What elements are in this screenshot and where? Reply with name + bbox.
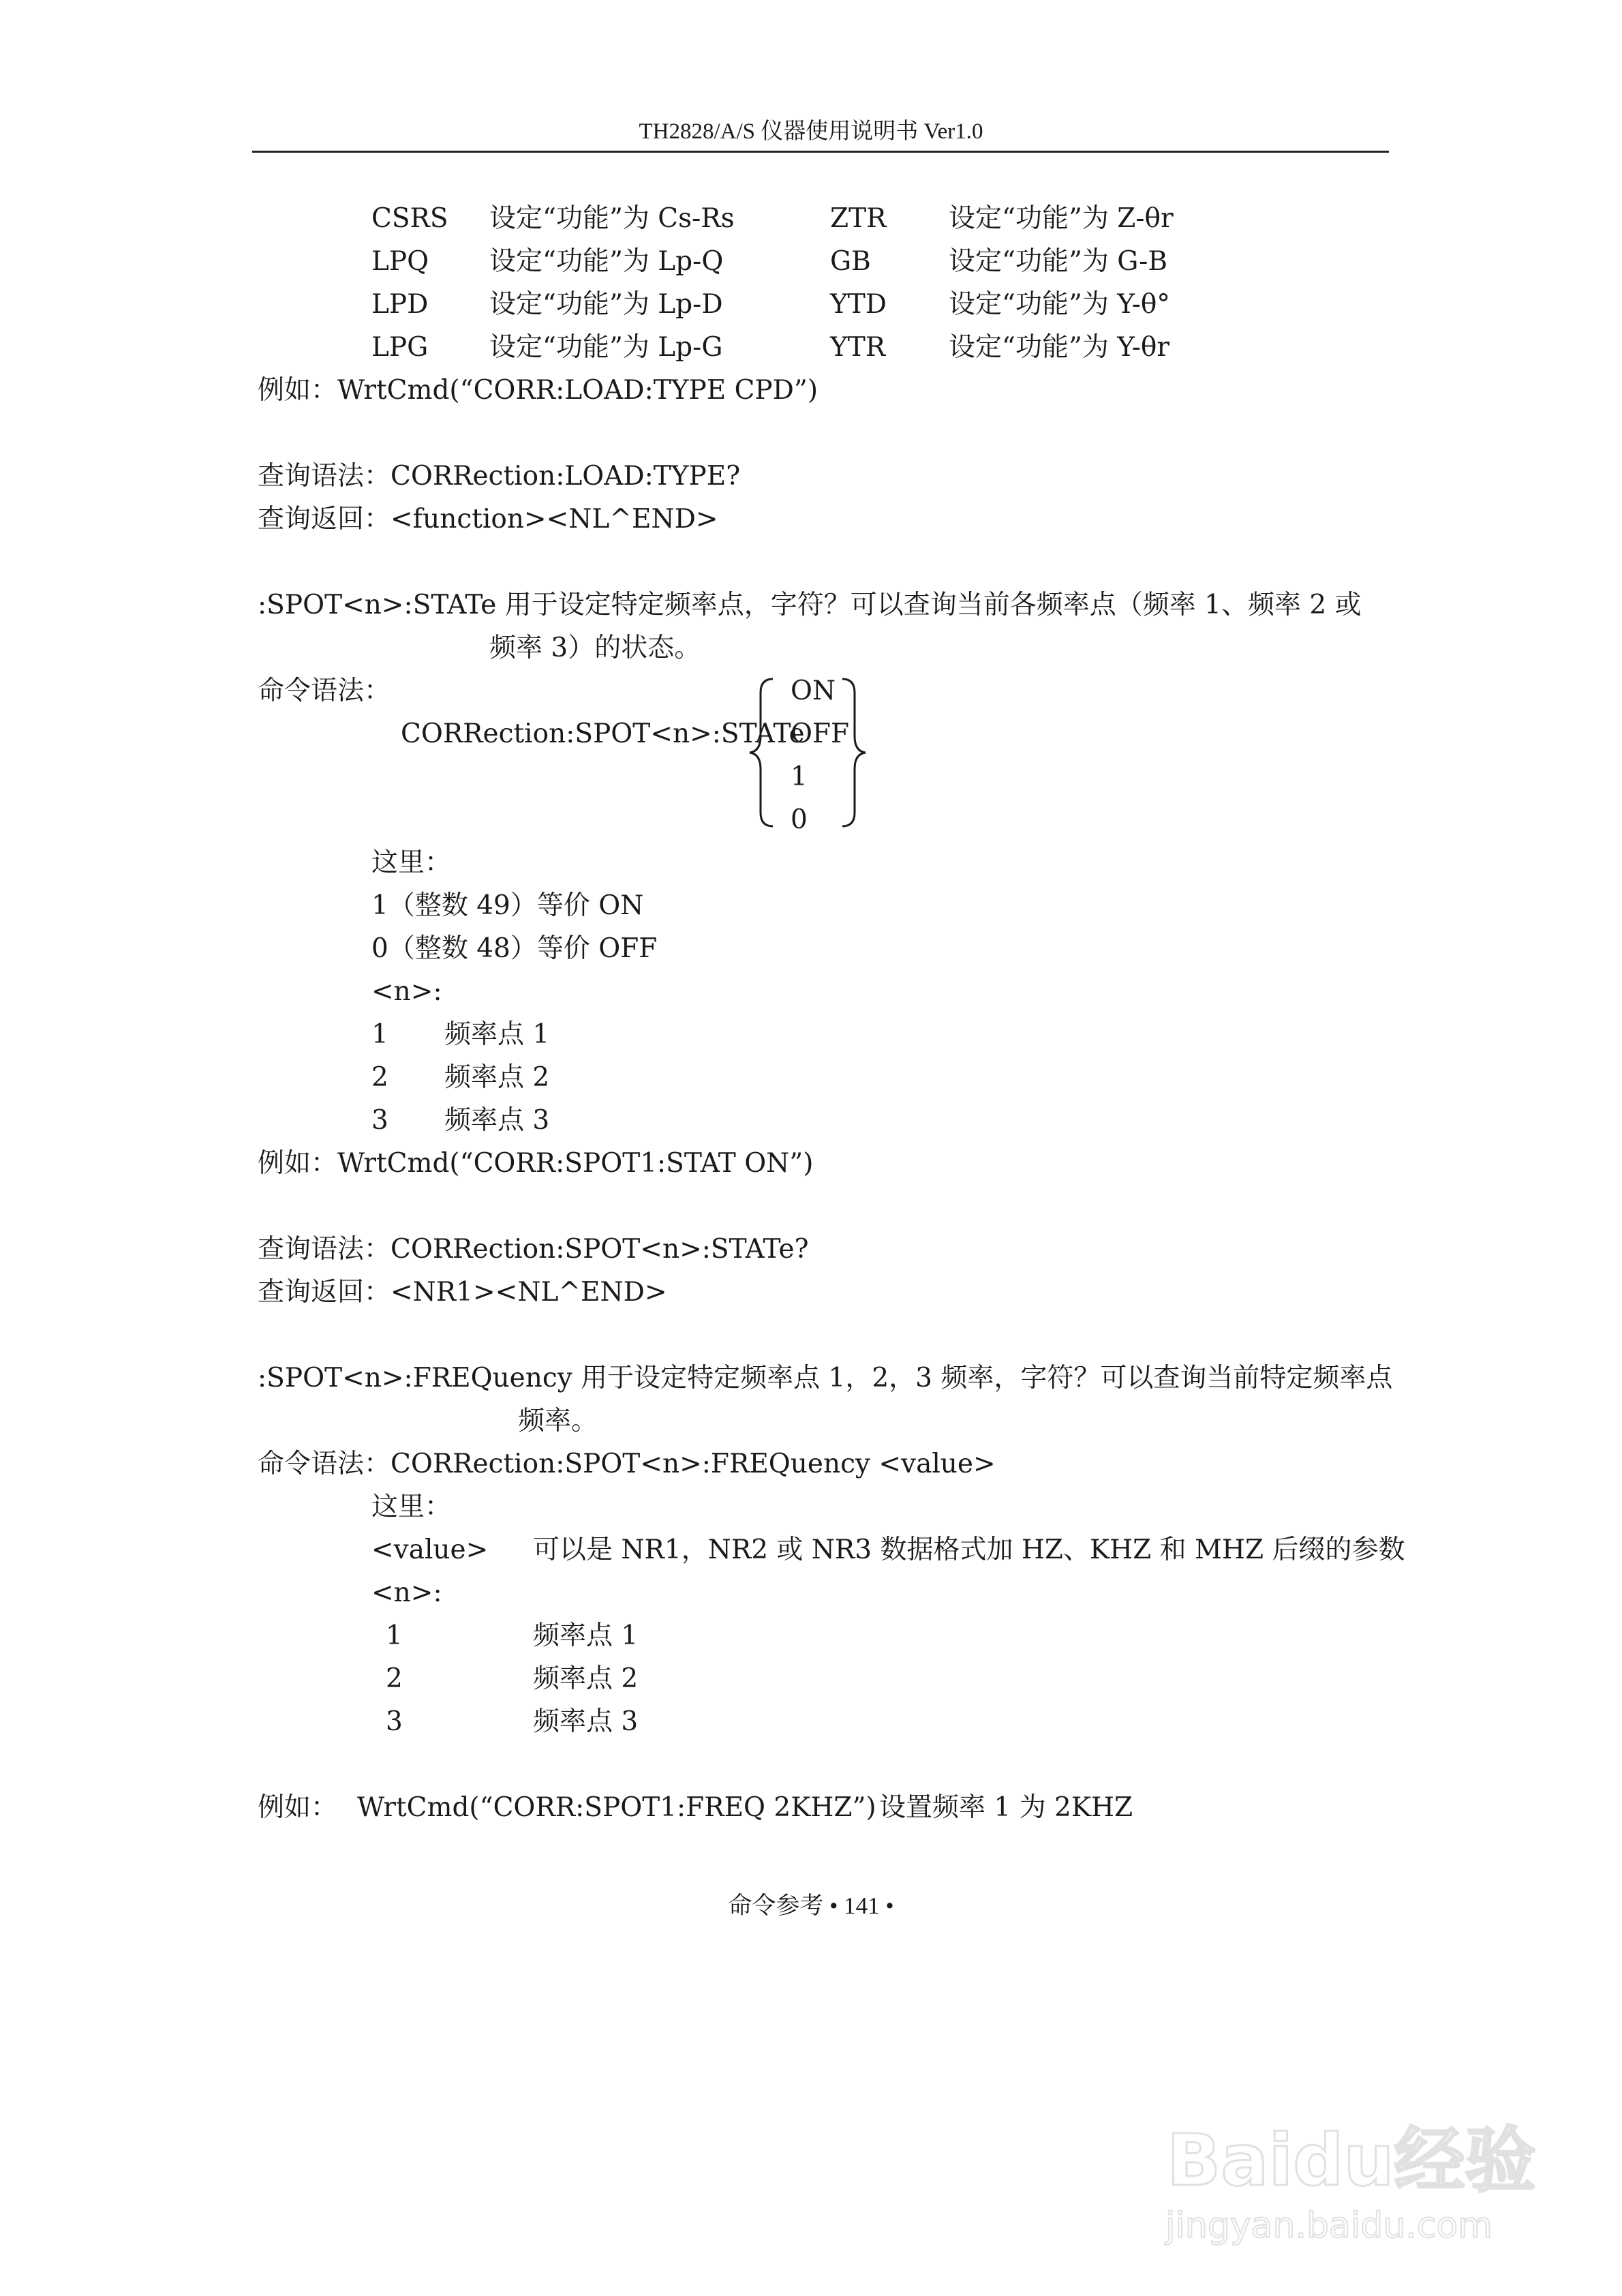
function-code: YTR [830,332,886,363]
value-param-label: <value> [371,1535,489,1565]
page-header-title: TH2828/A/S 仪器使用说明书 Ver1.0 [639,119,983,144]
spot-freq-command-syntax: 命令语法：CORRection:SPOT<n>:FREQuency <value> [258,1449,996,1479]
n-desc: 频率点 3 [533,1706,639,1737]
function-code: LPG [371,332,429,363]
function-code: LPD [371,289,429,320]
n-desc: 频率点 1 [444,1019,550,1050]
spot-freq-example: WrtCmd(“CORR:SPOT1:FREQ 2KHZ”) [357,1792,876,1823]
function-code: GB [830,246,871,277]
function-desc: 设定“功能”为 Y-θ° [949,289,1170,320]
spot-state-example: 例如：WrtCmd(“CORR:SPOT1:STAT ON”) [258,1148,814,1179]
where-label: 这里： [371,1492,452,1522]
function-code: CSRS [371,203,448,234]
spot-state-query-syntax: 查询语法：CORRection:SPOT<n>:STATe? [258,1234,809,1265]
load-type-query-return: 查询返回：<function><NL^END> [258,504,718,534]
header-rule [252,151,1389,153]
n-desc: 频率点 2 [533,1663,639,1694]
function-code: ZTR [830,203,887,234]
function-code: YTD [830,289,887,320]
n-value: 3 [371,1105,388,1136]
option-0: 0 [791,804,808,835]
n-value: 2 [371,1062,388,1093]
n-param-label: <n>: [371,976,442,1007]
function-desc: 设定“功能”为 Cs-Rs [489,203,735,234]
left-brace-icon [747,676,777,829]
example-label: 例如： [258,1792,338,1823]
watermark-brand: Baidu经验 [1167,2119,1536,2202]
watermark-url: jingyan.baidu.com [1165,2205,1493,2246]
n-desc: 频率点 2 [444,1062,550,1093]
spot-state-title: :SPOT<n>:STATe 用于设定特定频率点，字符？可以查询当前各频率点（频率 1、频率 2 或 [258,590,1362,620]
n-value: 2 [386,1663,403,1694]
load-type-query-syntax: 查询语法：CORRection:LOAD:TYPE? [258,461,741,492]
function-desc: 设定“功能”为 Y-θr [949,332,1170,363]
page-footer: 命令参考 • 141 • [728,1892,894,1919]
function-desc: 设定“功能”为 Z-θr [949,203,1174,234]
spot-freq-title-cont: 频率。 [518,1406,598,1436]
command-syntax-label: 命令语法： [258,676,391,706]
spot-freq-example-note: 设置频率 1 为 2KHZ [879,1792,1133,1823]
baidu-watermark [1152,2103,1536,2267]
equivalence-note: 0（整数 48）等价 OFF [371,933,658,964]
spot-state-query-return: 查询返回：<NR1><NL^END> [258,1277,667,1308]
n-param-label: <n>: [371,1577,442,1608]
spot-freq-title: :SPOT<n>:FREQuency 用于设定特定频率点 1，2，3 频率，字符？可以查询当前特定频率点 [258,1363,1393,1393]
value-param-desc: 可以是 NR1，NR2 或 NR3 数据格式加 HZ、KHZ 和 MHZ 后缀的参数 [533,1535,1405,1565]
command-syntax: CORRection:SPOT<n>:STATe [401,719,805,749]
n-desc: 频率点 3 [444,1105,550,1136]
function-desc: 设定“功能”为 Lp-G [489,332,723,363]
n-value: 1 [386,1620,403,1651]
option-off: OFF [791,719,850,749]
function-desc: 设定“功能”为 Lp-D [489,289,723,320]
right-brace-icon [838,676,868,829]
option-on: ON [791,676,836,706]
spot-state-title-cont: 频率 3）的状态。 [489,633,701,663]
function-desc: 设定“功能”为 Lp-Q [489,246,724,277]
function-desc: 设定“功能”为 G-B [949,246,1167,277]
equivalence-note: 1（整数 49）等价 ON [371,890,644,921]
n-value: 1 [371,1019,388,1050]
n-value: 3 [386,1706,403,1737]
load-type-example: 例如：WrtCmd(“CORR:LOAD:TYPE CPD”) [258,375,818,406]
option-1: 1 [791,761,808,792]
n-desc: 频率点 1 [533,1620,639,1651]
where-label: 这里： [371,847,452,878]
function-code: LPQ [371,246,429,277]
